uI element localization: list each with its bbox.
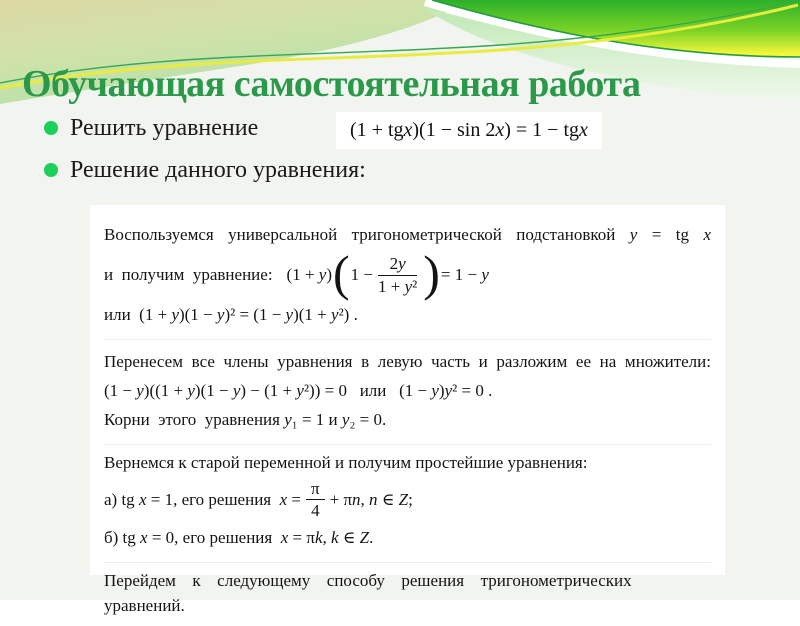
solution-panel [90,205,725,615]
solution-section-factoring [104,339,711,444]
bullet-icon [44,121,58,135]
solution-line-factored: (1 − y)((1 + y)(1 − y) − (1 + y²)) = 0 или (1 − y)y² = 0 . [104,380,493,400]
substitution-equation: y = tg x [629,225,711,244]
solution-line-return: Вернемся к старой переменной и получим простейшие уравнения: [104,452,588,472]
bullet-icon [44,163,58,177]
solution-line-next-1: Перейдем к следующему способу решения тригонометрических [104,570,632,590]
page-title: Обучающая самостоятельная работа [22,63,641,105]
solution-line-transfer: Перенесем все члены уравнения в левую часть и разложим ее на множители: [104,351,711,371]
main-equation-image: (1 + tg x )(1 − sin 2 x ) = 1 − tg x [336,112,602,149]
solution-line-case-b: б) tg x = 0, его решения x = πk, k ∈ Z. [104,527,374,547]
solution-section-substitution [104,213,711,339]
big-paren-close: ) [423,244,440,301]
bullet-label: Решение данного уравнения: [70,157,366,183]
fraction-pi-over-4: $\frac{\pi}{4}$ [306,479,325,521]
solution-line-roots: Корни этого уравнения y₁ = 1 и y₂ = 0. [104,409,387,429]
solution-line-substitution: Воспользуемся универсальной тригонометрической подстановкой y = tg x [104,225,711,244]
list-item [44,154,764,187]
fraction-2y-over-1-plus-y2: $\frac{2y}{\text{1 + y²}}$ [378,254,418,296]
solution-line-case-a: а) tg x = 1, его решения x = $\frac{\pi}{4}$ + πn, n ∈ Z; [104,478,413,521]
solution-line-obtain-equation: и получим уравнение: (1 + y) ( 1 − $\frac{2y}{\text{1 + y²}}$ ) = 1 − y [104,244,489,301]
solution-section-back-substitution [104,444,711,562]
solution-line-or-expanded: или (1 + y)(1 − y)² = (1 − y)(1 + y²) . [104,304,358,324]
big-paren-open: ( [333,244,350,301]
solution-section-next [104,562,711,626]
bullet-label: Решить уравнение [70,115,259,141]
solution-line-next-2: уравнений. [104,595,185,615]
